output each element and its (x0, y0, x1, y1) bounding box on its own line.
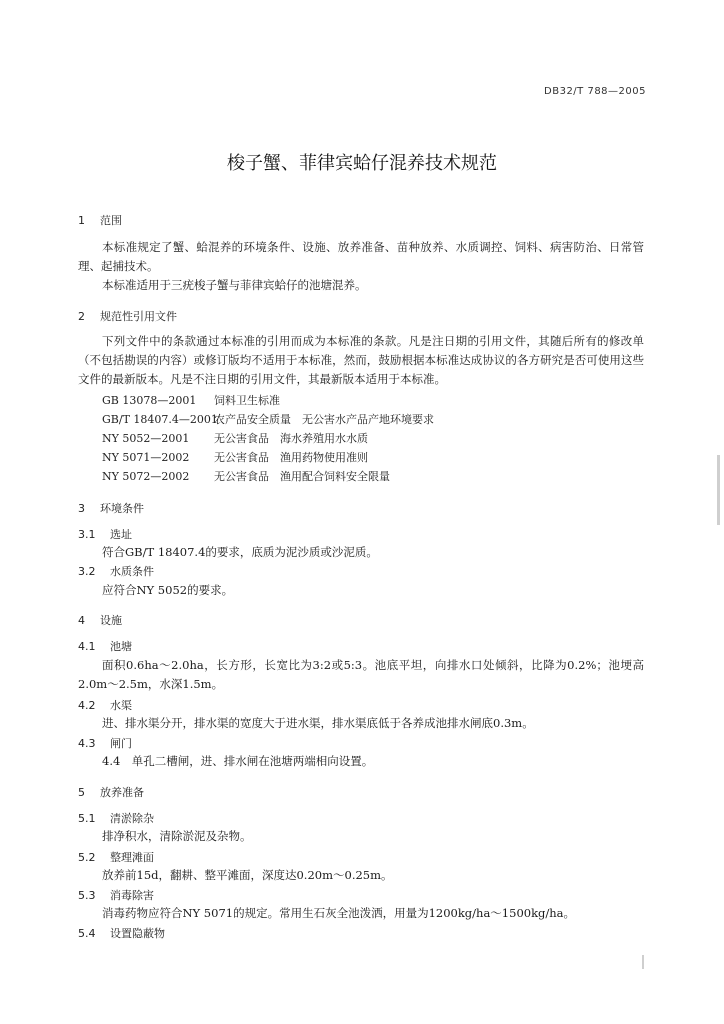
subsection-title: 整理滩面 (110, 851, 154, 864)
scan-edge-mark (717, 455, 720, 525)
reference-item (102, 449, 368, 465)
subsection-number: 4.3 (78, 737, 96, 750)
subsection-5-2-text: 放养前15d，翻耕、整平滩面，深度达0.20m～0.25m。 (102, 868, 393, 882)
section-number: 1 (78, 214, 85, 227)
reference-item (102, 411, 434, 427)
scan-speck (642, 955, 644, 969)
section-title: 范围 (100, 214, 122, 227)
section-title: 放养准备 (100, 786, 144, 799)
subsection-number: 4.2 (78, 699, 96, 712)
reference-name: 农产品安全质量 无公害水产品产地环境要求 (214, 413, 434, 426)
subsection-number: 3.2 (78, 565, 96, 578)
subsection-title: 选址 (110, 528, 132, 541)
subsection-title: 闸门 (110, 737, 132, 750)
reference-item (102, 468, 390, 484)
reference-name: 无公害食品 海水养殖用水水质 (214, 432, 368, 445)
subsection-5-3-heading (78, 887, 154, 903)
subsection-4-2-heading (78, 697, 132, 713)
reference-code: GB/T 18407.4—2001 (102, 413, 218, 426)
reference-name: 无公害食品 渔用药物使用准则 (214, 451, 368, 464)
section-number: 3 (78, 502, 85, 515)
reference-code: GB 13078—2001 (102, 394, 197, 407)
subsection-number: 5.2 (78, 851, 96, 864)
section-title: 设施 (100, 614, 122, 627)
subsection-5-4-heading (78, 925, 165, 941)
section-2-intro: 下列文件中的条款通过本标准的引用而成为本标准的条款。凡是注日期的引用文件，其随后所有的修改单（不包括勘误的内容）或修订版均不适用于本标准，然而，鼓励根据本标准达成协议的各方研究是否可使用这些文件的最新版本。凡是不注日期的引用文件，其最新版本适用于本标准。 (78, 334, 644, 386)
subsection-4-1-heading (78, 638, 132, 654)
reference-code: NY 5072—2002 (102, 470, 190, 483)
document-code: DB32/T 788—2005 (544, 86, 646, 97)
section-title: 规范性引用文件 (100, 310, 177, 323)
subsection-3-2-text: 应符合NY 5052的要求。 (102, 583, 234, 597)
section-3-heading (78, 500, 144, 516)
section-1-paragraph-2: 本标准适用于三疣梭子蟹与菲律宾蛤仔的池塘混养。 (102, 278, 367, 292)
reference-item (102, 392, 280, 408)
subsection-3-2-heading (78, 563, 154, 579)
section-number: 4 (78, 614, 85, 627)
subsection-3-1-heading (78, 526, 132, 542)
subsection-number: 3.1 (78, 528, 96, 541)
subsection-5-1-heading (78, 810, 154, 826)
subsection-title: 设置隐蔽物 (110, 927, 165, 940)
subsection-title: 消毒除害 (110, 889, 154, 902)
section-1-paragraph-1: 本标准规定了蟹、蛤混养的环境条件、设施、放养准备、苗种放养、水质调控、饲料、病害防治、日常管理、起捕技术。 (78, 240, 644, 273)
reference-code: NY 5071—2002 (102, 451, 190, 464)
subsection-4-3-heading (78, 735, 132, 751)
section-1-heading (78, 212, 122, 228)
subsection-4-3-text: 4.4 单孔二槽闸，进、排水闸在池塘两端相向设置。 (102, 754, 374, 768)
section-number: 5 (78, 786, 85, 799)
subsection-5-3-text: 消毒药物应符合NY 5071的规定。常用生石灰全池泼洒，用量为1200kg/ha～1500kg/ha。 (102, 906, 576, 920)
reference-name: 无公害食品 渔用配合饲料安全限量 (214, 470, 390, 483)
subsection-title: 池塘 (110, 640, 132, 653)
subsection-5-1-text: 排净积水，清除淤泥及杂物。 (102, 829, 252, 843)
subsection-title: 水渠 (110, 699, 132, 712)
reference-item (102, 430, 368, 446)
subsection-5-2-heading (78, 849, 154, 865)
subsection-3-1-text: 符合GB/T 18407.4的要求，底质为泥沙质或沙泥质。 (102, 545, 378, 559)
subsection-4-2-text: 进、排水渠分开，排水渠的宽度大于进水渠，排水渠底低于各养成池排水闸底0.3m。 (102, 716, 534, 730)
subsection-number: 5.1 (78, 812, 96, 825)
subsection-4-1-text: 面积0.6ha～2.0ha，长方形，长宽比为3:2或5:3。池底平坦，向排水口处倾斜，比降为0.2%；池埂高2.0m～2.5m，水深1.5m。 (78, 658, 644, 691)
reference-name: 饲料卫生标准 (214, 394, 280, 407)
section-5-heading (78, 784, 144, 800)
subsection-number: 5.4 (78, 927, 96, 940)
document-title: 梭子蟹、菲律宾蛤仔混养技术规范 (227, 153, 497, 174)
section-number: 2 (78, 310, 85, 323)
reference-code: NY 5052—2001 (102, 432, 190, 445)
section-title: 环境条件 (100, 502, 144, 515)
subsection-number: 5.3 (78, 889, 96, 902)
subsection-title: 水质条件 (110, 565, 154, 578)
section-2-heading (78, 308, 177, 324)
subsection-title: 清淤除杂 (110, 812, 154, 825)
subsection-number: 4.1 (78, 640, 96, 653)
section-4-heading (78, 612, 122, 628)
